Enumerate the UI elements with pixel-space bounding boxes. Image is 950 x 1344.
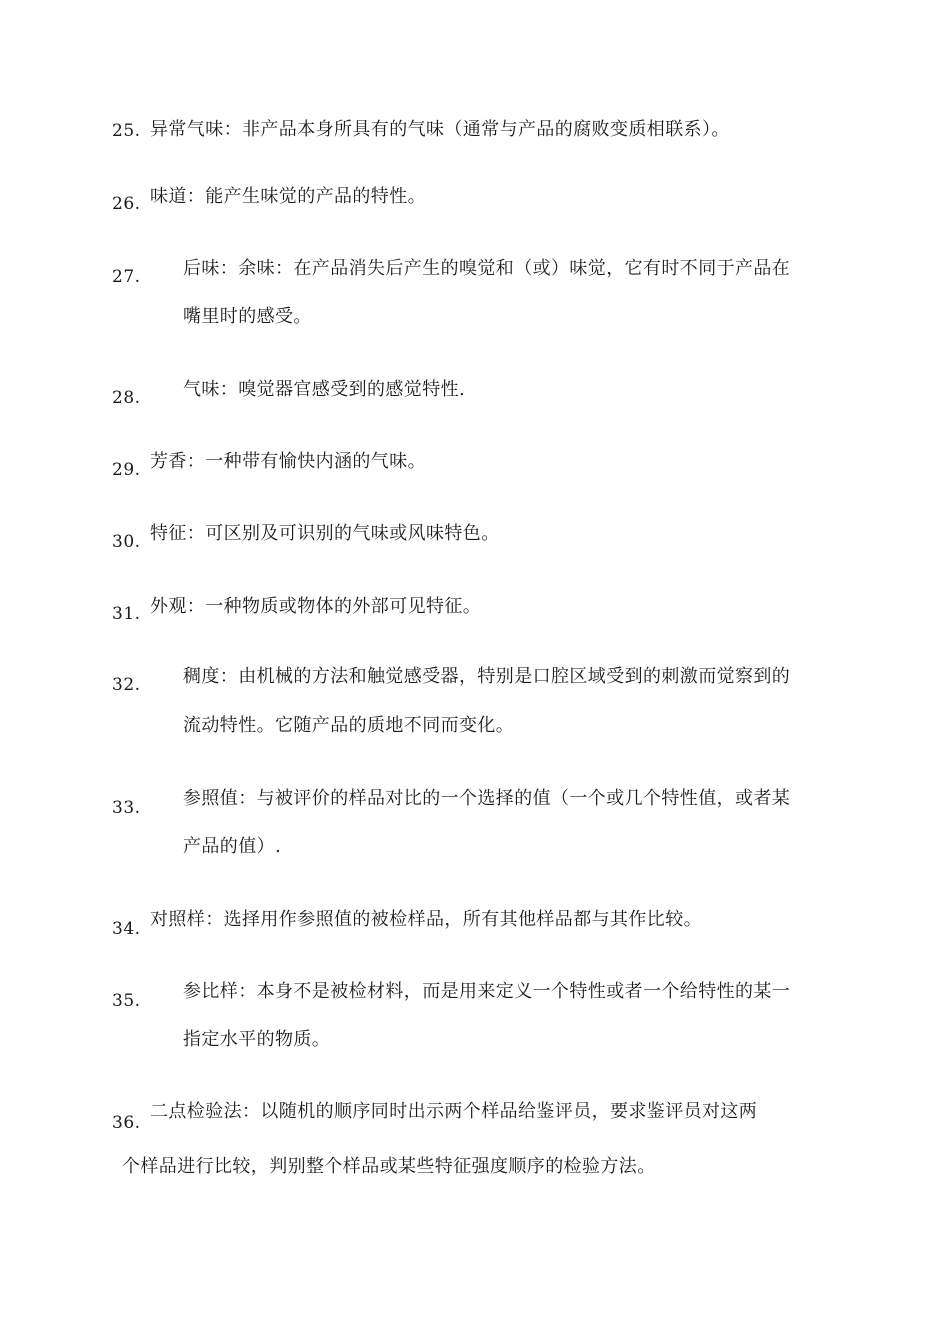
item-number: 27.: [112, 267, 141, 287]
item-text: 参照值：与被评价的样品对比的一个选择的值（一个或几个特性值，或者某: [183, 788, 791, 809]
item-number: 28.: [112, 388, 141, 408]
item-text-continuation: 指定水平的物质。: [183, 1029, 331, 1050]
item-text: 气味：嗅觉器官感受到的感觉特性.: [183, 379, 466, 400]
item-number: 36.: [112, 1113, 141, 1133]
item-number: 33.: [112, 798, 141, 818]
item-text-continuation: 流动特性。它随产品的质地不同而变化。: [183, 715, 515, 736]
item-number: 34.: [112, 919, 141, 939]
item-number: 25.: [112, 121, 141, 141]
item-text: 异常气味：非产品本身所具有的气味（通常与产品的腐败变质相联系）。: [150, 119, 730, 140]
item-text: 参比样：本身不是被检材料，而是用来定义一个特性或者一个给特性的某一: [183, 981, 791, 1002]
item-text-continuation: 个样品进行比较，判别整个样品或某些特征强度顺序的检验方法。: [122, 1156, 656, 1177]
item-number: 26.: [112, 194, 141, 214]
item-text: 外观：一种物质或物体的外部可见特征。: [150, 596, 482, 617]
item-text: 稠度：由机械的方法和触觉感受器，特别是口腔区域受到的刺激而觉察到的: [183, 666, 791, 687]
item-number: 35.: [112, 991, 141, 1011]
item-text: 后味：余味：在产品消失后产生的嗅觉和（或）味觉，它有时不同于产品在: [183, 258, 791, 279]
item-number: 30.: [112, 532, 141, 552]
item-number: 29.: [112, 460, 141, 480]
item-number: 31.: [112, 604, 141, 624]
item-text-continuation: 嘴里时的感受。: [183, 306, 312, 327]
item-text: 二点检验法：以随机的顺序同时出示两个样品给鉴评员，要求鉴评员对这两: [150, 1101, 758, 1122]
item-text: 特征：可区别及可识别的气味或风味特色。: [150, 523, 500, 544]
item-text-continuation: 产品的值）.: [183, 836, 282, 857]
item-text: 味道：能产生味觉的产品的特性。: [150, 186, 426, 207]
item-text: 对照样：选择用作参照值的被检样品，所有其他样品都与其作比较。: [150, 909, 702, 930]
item-number: 32.: [112, 675, 141, 695]
item-text: 芳香：一种带有愉快内涵的气味。: [150, 451, 426, 472]
